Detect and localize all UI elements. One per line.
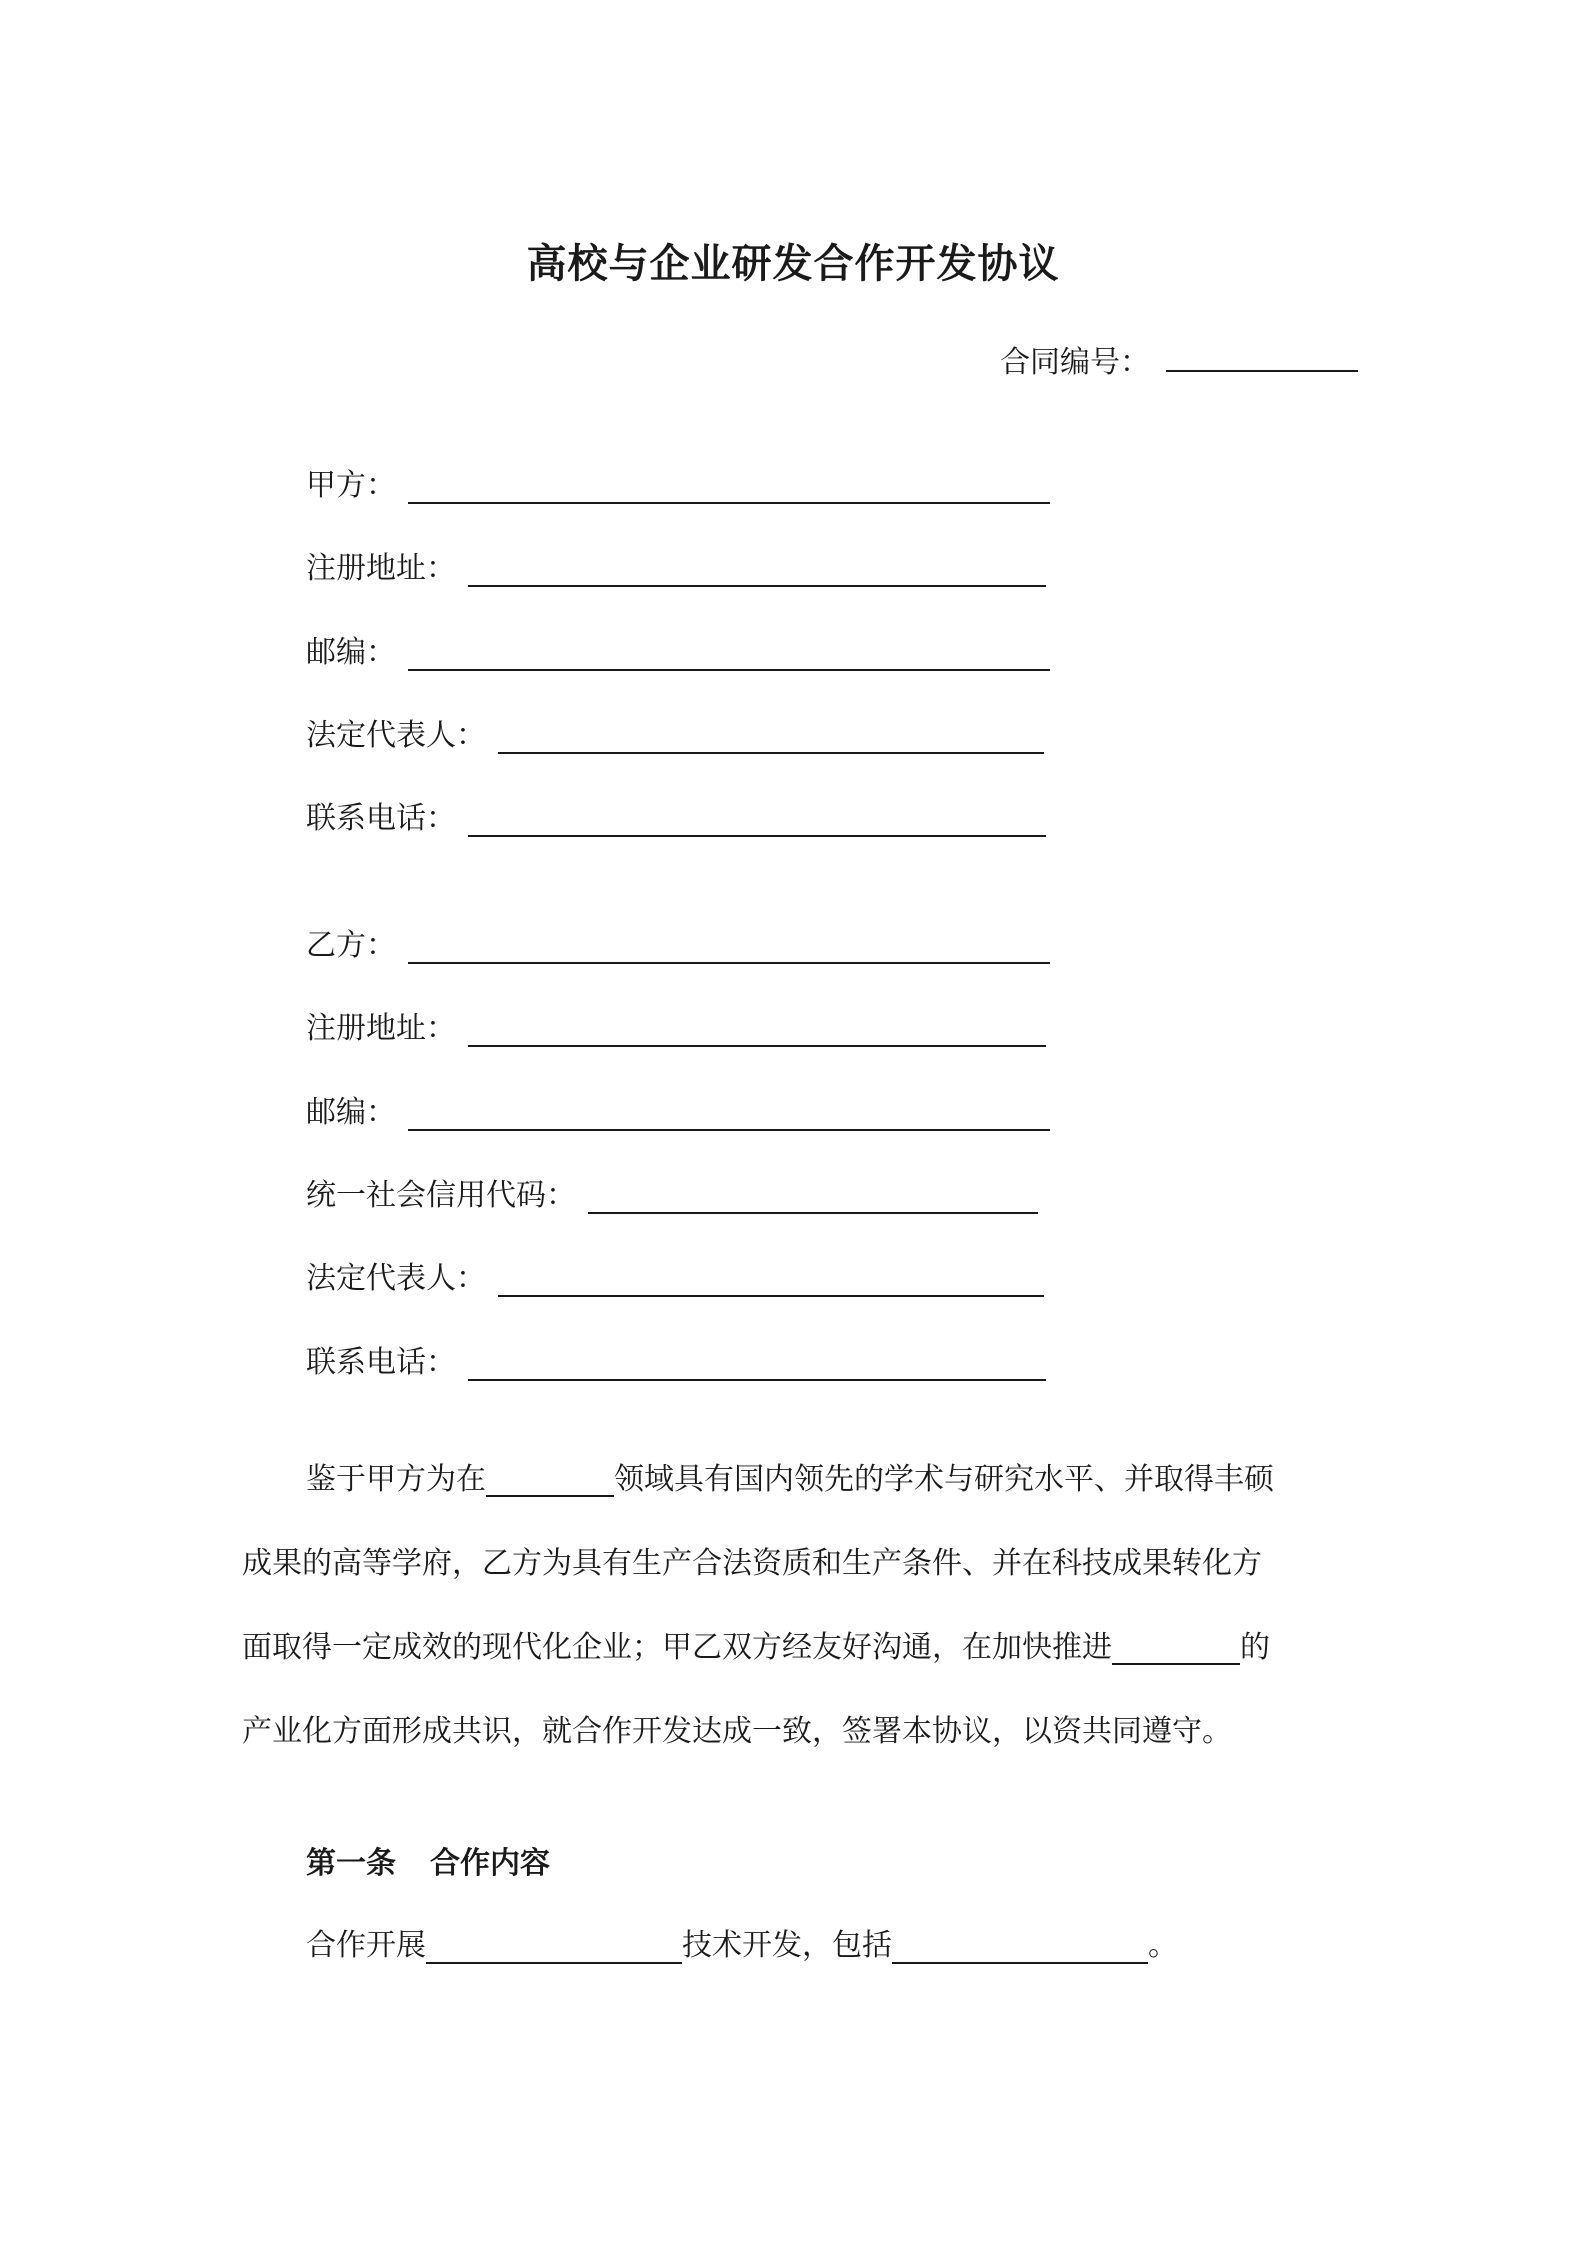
party-a-phone-label: 联系电话：: [306, 801, 456, 836]
party-a-address-blank[interactable]: [468, 549, 1046, 587]
article-1-number: 第一条: [306, 1846, 396, 1881]
party-a-postcode-blank[interactable]: [408, 633, 1050, 671]
party-b-credit-code-label: 统一社会信用代码：: [306, 1178, 576, 1213]
article-1-body: [306, 1920, 1178, 1964]
party-a-postcode-label: 邮编：: [306, 635, 396, 670]
party-a-name-row: [306, 460, 1050, 504]
party-a-legal-rep-label: 法定代表人：: [306, 718, 486, 753]
contract-number-label: 合同编号：: [1000, 345, 1150, 380]
party-a-name-blank[interactable]: [408, 466, 1050, 504]
document-title: 高校与企业研发合作开发协议: [526, 241, 1060, 287]
party-b-phone-row: [306, 1337, 1046, 1381]
scope-blank[interactable]: [892, 1926, 1148, 1964]
article-1-text-c: 。: [1148, 1928, 1178, 1963]
preamble-text-1b: 领域具有国内领先的学术与研究水平、并取得丰硕: [614, 1462, 1274, 1497]
technology-blank[interactable]: [426, 1926, 682, 1964]
party-b-legal-rep-row: [306, 1253, 1044, 1297]
preamble-text-4: 产业化方面形成共识，就合作开发达成一致，签署本协议，以资共同遵守。: [242, 1714, 1232, 1749]
article-1-heading: [306, 1838, 550, 1882]
party-a-address-row: [306, 543, 1046, 587]
field-domain-blank[interactable]: [486, 1463, 614, 1497]
party-b-phone-blank[interactable]: [468, 1343, 1046, 1381]
preamble-text-3a: 面取得一定成效的现代化企业；甲乙双方经友好沟通，在加快推进: [242, 1630, 1112, 1665]
party-b-name-blank[interactable]: [408, 926, 1050, 964]
preamble-line-4: [242, 1690, 1346, 1774]
party-a-name-label: 甲方：: [306, 468, 396, 503]
party-b-legal-rep-blank[interactable]: [498, 1259, 1044, 1297]
party-a-legal-rep-row: [306, 710, 1044, 754]
preamble-text-3b: 的: [1240, 1630, 1270, 1665]
preamble-text-1a: 鉴于甲方为在: [306, 1462, 486, 1497]
party-b-postcode-label: 邮编：: [306, 1095, 396, 1130]
party-a-phone-row: [306, 793, 1046, 837]
party-b-address-blank[interactable]: [468, 1009, 1046, 1047]
party-b-credit-code-row: [306, 1170, 1038, 1214]
party-a-address-label: 注册地址：: [306, 551, 456, 586]
party-b-postcode-row: [306, 1087, 1050, 1131]
party-b-credit-code-blank[interactable]: [588, 1176, 1038, 1214]
party-b-address-row: [306, 1003, 1046, 1047]
preamble-text-2: 成果的高等学府，乙方为具有生产合法资质和生产条件、并在科技成果转化方: [242, 1546, 1262, 1581]
party-b-name-row: [306, 920, 1050, 964]
party-a-postcode-row: [306, 627, 1050, 671]
contract-number-row: [1000, 334, 1358, 381]
preamble-line-1: [242, 1438, 1346, 1522]
preamble-paragraph: [242, 1438, 1346, 1774]
preamble-line-2: [242, 1522, 1346, 1606]
party-a-phone-blank[interactable]: [468, 799, 1046, 837]
party-b-name-label: 乙方：: [306, 928, 396, 963]
party-b-legal-rep-label: 法定代表人：: [306, 1261, 486, 1296]
article-1-text-b: 技术开发，包括: [682, 1928, 892, 1963]
party-a-legal-rep-blank[interactable]: [498, 716, 1044, 754]
party-b-postcode-blank[interactable]: [408, 1093, 1050, 1131]
article-1-title: 合作内容: [430, 1846, 550, 1881]
party-b-address-label: 注册地址：: [306, 1011, 456, 1046]
project-blank[interactable]: [1112, 1631, 1240, 1665]
contract-number-blank[interactable]: [1166, 334, 1358, 372]
article-1-text-a: 合作开展: [306, 1928, 426, 1963]
party-b-phone-label: 联系电话：: [306, 1345, 456, 1380]
preamble-line-3: [242, 1606, 1346, 1690]
